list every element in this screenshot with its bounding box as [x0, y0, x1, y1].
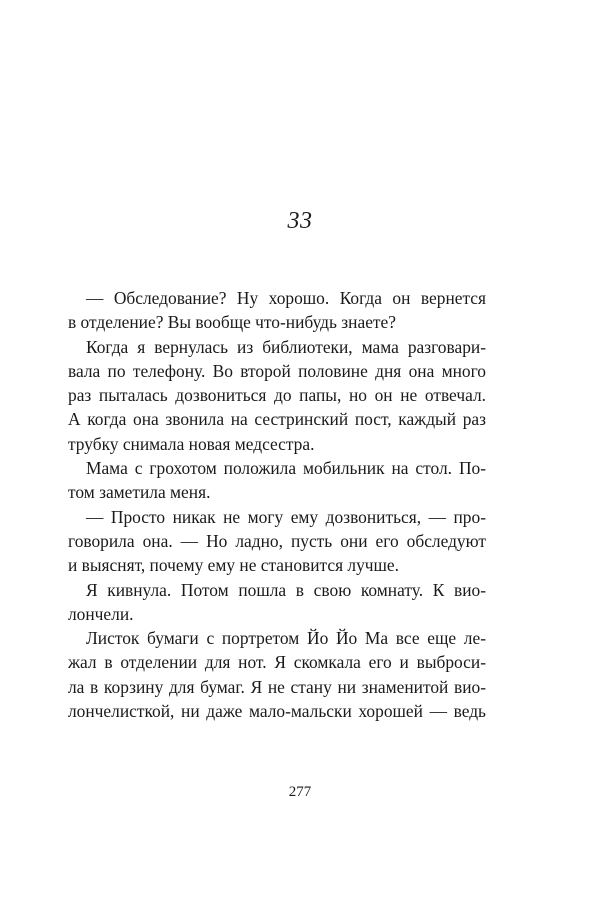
paragraph	[68, 335, 486, 456]
text-line: вала по телефону. Во второй половине дня она много	[68, 360, 486, 381]
body-text	[68, 286, 486, 723]
paragraph	[68, 286, 486, 335]
paragraph	[68, 626, 486, 723]
text-line: А когда она звонила на сестринский пост, каждый раз	[68, 409, 486, 430]
text-line: раз пыталась дозвониться до папы, но он не отвечал.	[68, 385, 486, 406]
text-line: Я кивнула. Потом пошла в свою комнату. К вио-	[86, 579, 486, 600]
text-line: том заметила меня.	[68, 482, 211, 503]
text-line: в отделение? Вы вообще что-нибудь знаете?	[68, 312, 396, 333]
text-line: жал в отделении для нот. Я скомкала его и выброси-	[68, 652, 486, 673]
paragraph	[68, 456, 486, 505]
chapter-number: 33	[287, 208, 313, 234]
text-line: — Просто никак не могу ему дозвониться, — про-	[86, 506, 486, 527]
page-number: 277	[288, 784, 312, 800]
text-line: Когда я вернулась из библиотеки, мама разговари-	[86, 336, 486, 357]
text-line: ла в корзину для бумаг. Я не стану ни знаменитой вио-	[68, 676, 486, 697]
text-line: лончелисткой, ни даже мало-мальски хорошей — ведь	[68, 701, 486, 722]
text-line: Листок бумаги с портретом Йо Йо Ма все еще ле-	[86, 628, 486, 649]
text-line: говорила она. — Но ладно, пусть они его обследуют	[68, 530, 486, 551]
text-line: лончели.	[68, 603, 134, 624]
text-line: и выяснят, почему ему не становится лучше.	[68, 555, 399, 576]
text-line: — Обследование? Ну хорошо. Когда он вернется	[86, 288, 486, 308]
paragraph	[68, 578, 486, 627]
text-line: Мама с грохотом положила мобильник на стол. По-	[86, 458, 486, 479]
text-line: трубку снимала новая медсестра.	[68, 433, 315, 454]
paragraph	[68, 505, 486, 578]
